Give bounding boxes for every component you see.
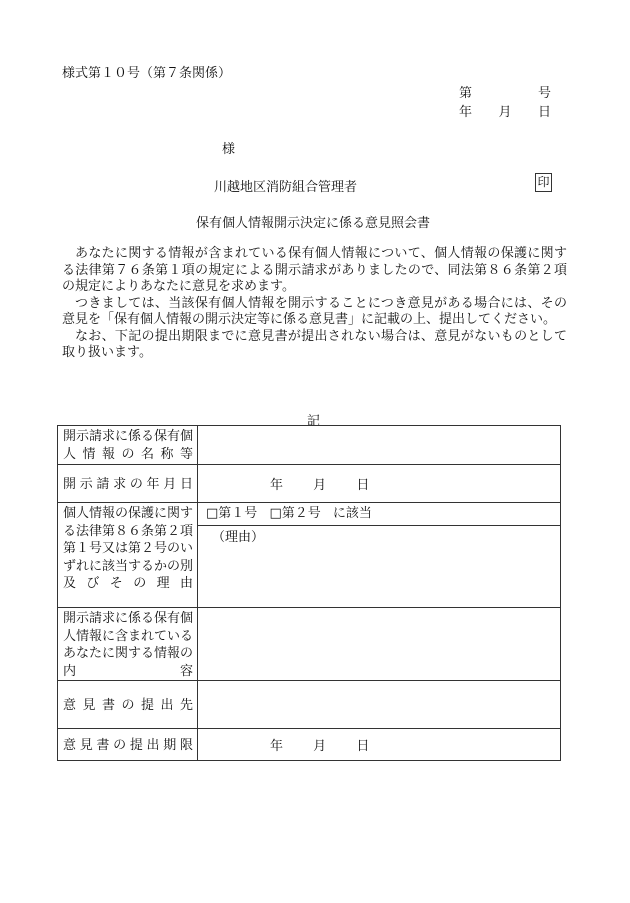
body-paragraph-1: あなたに関する情報が含まれている保有個人情報について、個人情報の保護に関する法律第７６条第１項の規定による開示請求がありましたので、同法第８６条第２項の規定によりあなたに意見を求めます。 bbox=[62, 246, 567, 294]
addressee-honorific: 様 bbox=[222, 142, 236, 157]
row-label-submission-deadline: 意見書の提出期限 bbox=[58, 729, 198, 761]
seal-mark: 印 bbox=[535, 173, 552, 192]
table-row bbox=[58, 503, 561, 526]
row-label-submission-address: 意見書の提出先 bbox=[58, 681, 198, 729]
row-label-info-name: 開示請求に係る保有個人情報の名称等 bbox=[58, 426, 198, 465]
row-value-submission-deadline[interactable] bbox=[198, 729, 561, 761]
row-value-clause-options bbox=[198, 503, 561, 526]
date-day: 日 bbox=[537, 105, 551, 120]
date-year: 年 bbox=[270, 478, 284, 493]
table-row bbox=[58, 729, 561, 761]
sender-name: 川越地区消防組合管理者 bbox=[214, 180, 358, 195]
date-month: 月 bbox=[313, 739, 327, 754]
document-date bbox=[459, 101, 551, 120]
option-2-checkbox[interactable]: □第２号 bbox=[269, 506, 321, 521]
body-paragraph-3: なお、下記の提出期限までに意見書が提出されない場合は、意見がないものとして取り扱います。 bbox=[62, 328, 567, 360]
option-1-checkbox[interactable]: □第１号 bbox=[206, 506, 258, 521]
date-year: 年 bbox=[459, 105, 473, 120]
reason-label: （理由） bbox=[212, 530, 265, 545]
row-value-submission-address[interactable] bbox=[198, 681, 561, 729]
date-day: 日 bbox=[356, 478, 370, 493]
details-table bbox=[57, 425, 561, 761]
body-text bbox=[62, 246, 567, 362]
document-number bbox=[459, 82, 551, 101]
row-label-info-content: 開示請求に係る保有個人情報に含まれているあなたに関する情報の内容 bbox=[58, 608, 198, 681]
row-label-applicable-clause: 個人情報の保護に関する法律第８６条第２項第１号又は第２号のいずれに該当するかの別及びその理由 bbox=[58, 503, 198, 608]
table-row bbox=[58, 608, 561, 681]
number-prefix: 第 bbox=[459, 86, 473, 101]
form-number-label: 様式第１０号（第７条関係） bbox=[62, 66, 232, 81]
table-row bbox=[58, 465, 561, 503]
ki-heading: 記 bbox=[307, 414, 321, 429]
date-month: 月 bbox=[498, 105, 512, 120]
document-title: 保有個人情報開示決定に係る意見照会書 bbox=[196, 216, 431, 231]
body-paragraph-2: つきましては、当該保有個人情報を開示することにつき意見がある場合には、その意見を「保有個人情報の開示決定等に係る意見書」に記載の上、提出してください。 bbox=[62, 295, 567, 327]
row-label-request-date: 開示請求の年月日 bbox=[58, 465, 198, 503]
option-suffix: に該当 bbox=[332, 506, 372, 521]
row-value-info-name[interactable] bbox=[198, 426, 561, 465]
number-suffix: 号 bbox=[537, 86, 551, 101]
row-value-request-date[interactable] bbox=[198, 465, 561, 503]
date-year: 年 bbox=[270, 739, 284, 754]
row-value-reason[interactable] bbox=[198, 526, 561, 608]
table-row bbox=[58, 426, 561, 465]
date-day: 日 bbox=[356, 739, 370, 754]
row-value-info-content[interactable] bbox=[198, 608, 561, 681]
date-month: 月 bbox=[313, 478, 327, 493]
table-row bbox=[58, 681, 561, 729]
